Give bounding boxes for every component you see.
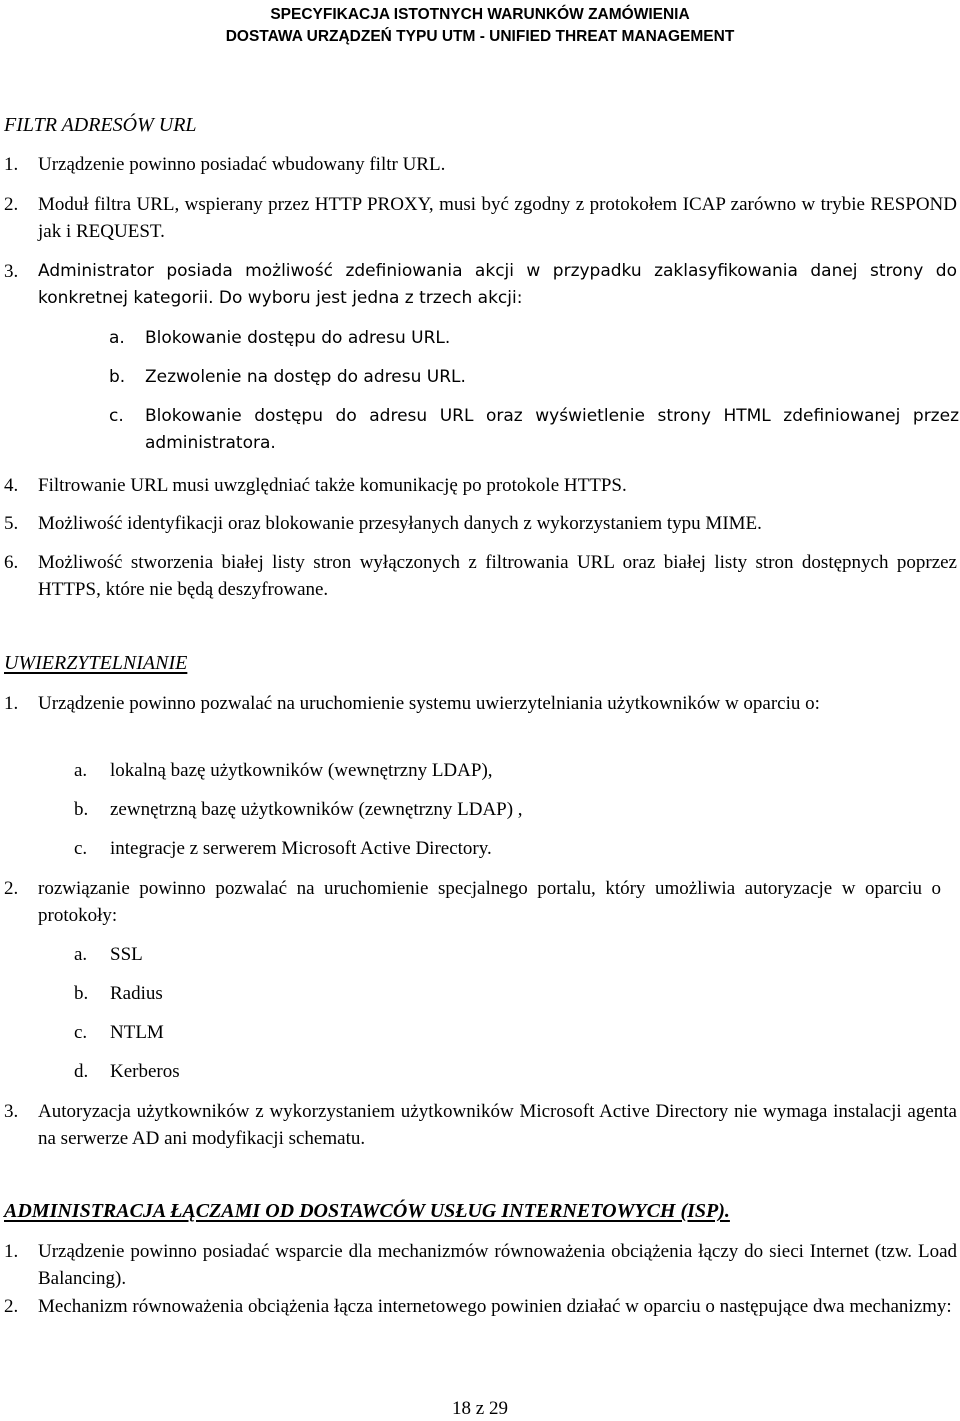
document-header [0,4,960,48]
section-title-authentication: UWIERZYTELNIANIE [4,652,188,674]
url-filter-item-text: Filtrowanie URL musi uwzględniać także komunikację po protokole HTTPS. [38,475,627,496]
action-text: Blokowanie dostępu do adresu URL oraz wyświetlenie strony HTML zdefiniowanej przez administratora. [145,406,959,453]
action-text: Zezwolenie na dostęp do adresu URL. [145,367,466,387]
action-letter: b. [109,367,126,387]
action-text: Blokowanie dostępu do adresu URL. [145,328,451,348]
auth-item-text: Urządzenie powinno pozwalać na uruchomienie systemu uwierzytelniania użytkowników w oparciu o: [38,693,820,714]
url-filter-item-number: 1. [4,154,19,175]
auth-protocol-text: Kerberos [110,1061,180,1082]
auth-source-text: lokalną bazę użytkowników (wewnętrzny LDAP), [110,760,493,781]
auth-item-number: 1. [4,693,19,714]
url-filter-item-number: 2. [4,194,19,215]
auth-item-number: 2. [4,878,19,899]
page-number: 18 z 29 [452,1398,508,1419]
url-filter-item-text: Moduł filtra URL, wspierany przez HTTP PROXY, musi być zgodny z protokołem ICAP zarówno w trybie RESPOND jak i REQUEST. [38,194,957,242]
auth-item-text: rozwiązanie powinno pozwalać na uruchomienie specjalnego portalu, który umożliwia autoryzacje w oparciu o protokoły: [38,878,941,926]
header-title: SPECYFIKACJA ISTOTNYCH WARUNKÓW ZAMÓWIENIA [270,6,690,23]
url-filter-item-number: 4. [4,475,19,496]
auth-protocol-text: Radius [110,983,163,1004]
url-filter-item-number: 5. [4,513,19,534]
auth-protocol-letter: a. [74,944,88,965]
action-letter: c. [109,406,124,426]
auth-source-letter: c. [74,838,88,859]
isp-item-text: Mechanizm równoważenia obciążenia łącza internetowego powinien działać w oparciu o następujące dwa mechanizmy: [38,1296,952,1317]
auth-source-text: integracje z serwerem Microsoft Active Directory. [110,838,492,859]
action-letter: a. [109,328,125,348]
auth-item-number: 3. [4,1101,19,1122]
auth-source-text: zewnętrzną bazę użytkowników (zewnętrzny LDAP) , [110,799,523,820]
url-filter-item-text: Możliwość identyfikacji oraz blokowanie przesyłanych danych z wykorzystaniem typu MIME. [38,513,762,534]
auth-protocol-letter: c. [74,1022,88,1043]
auth-protocol-text: SSL [110,944,143,965]
auth-source-letter: a. [74,760,88,781]
url-filter-item-number: 6. [4,552,19,573]
auth-protocol-letter: d. [74,1061,89,1082]
url-filter-item-text: Możliwość stworzenia białej listy stron wyłączonych z filtrowania URL oraz białej listy stron dostępnych poprzez HTTPS, które nie będą deszyfrowane. [38,552,957,600]
isp-item-text: Urządzenie powinno posiadać wsparcie dla mechanizmów równoważenia obciążenia łączy do sieci Internet (tzw. Load Balancing). [38,1241,957,1289]
section-title-url-filter: FILTR ADRESÓW URL [4,114,197,136]
auth-protocol-text: NTLM [110,1022,164,1043]
url-filter-item-text: Administrator posiada możliwość zdefiniowania akcji w przypadku zaklasyfikowania danej strony do konkretnej kategorii. Do wyboru jest jedna z trzech akcji: [38,261,957,308]
section-title-isp: ADMINISTRACJA ŁĄCZAMI OD DOSTAWCÓW USŁUG INTERNETOWYCH (ISP). [4,1200,730,1222]
auth-source-letter: b. [74,799,89,820]
isp-item-number: 1. [4,1241,19,1262]
auth-item-text: Autoryzacja użytkowników z wykorzystaniem użytkowników Microsoft Active Directory nie wymaga instalacji agenta na serwerze AD ani modyfikacji schematu. [38,1101,957,1149]
url-filter-item-text: Urządzenie powinno posiadać wbudowany filtr URL. [38,154,446,175]
isp-item-number: 2. [4,1296,19,1317]
header-subtitle: DOSTAWA URZĄDZEŃ TYPU UTM - UNIFIED THREAT MANAGEMENT [225,28,735,45]
url-filter-item-number: 3. [4,261,19,282]
auth-protocol-letter: b. [74,983,89,1004]
